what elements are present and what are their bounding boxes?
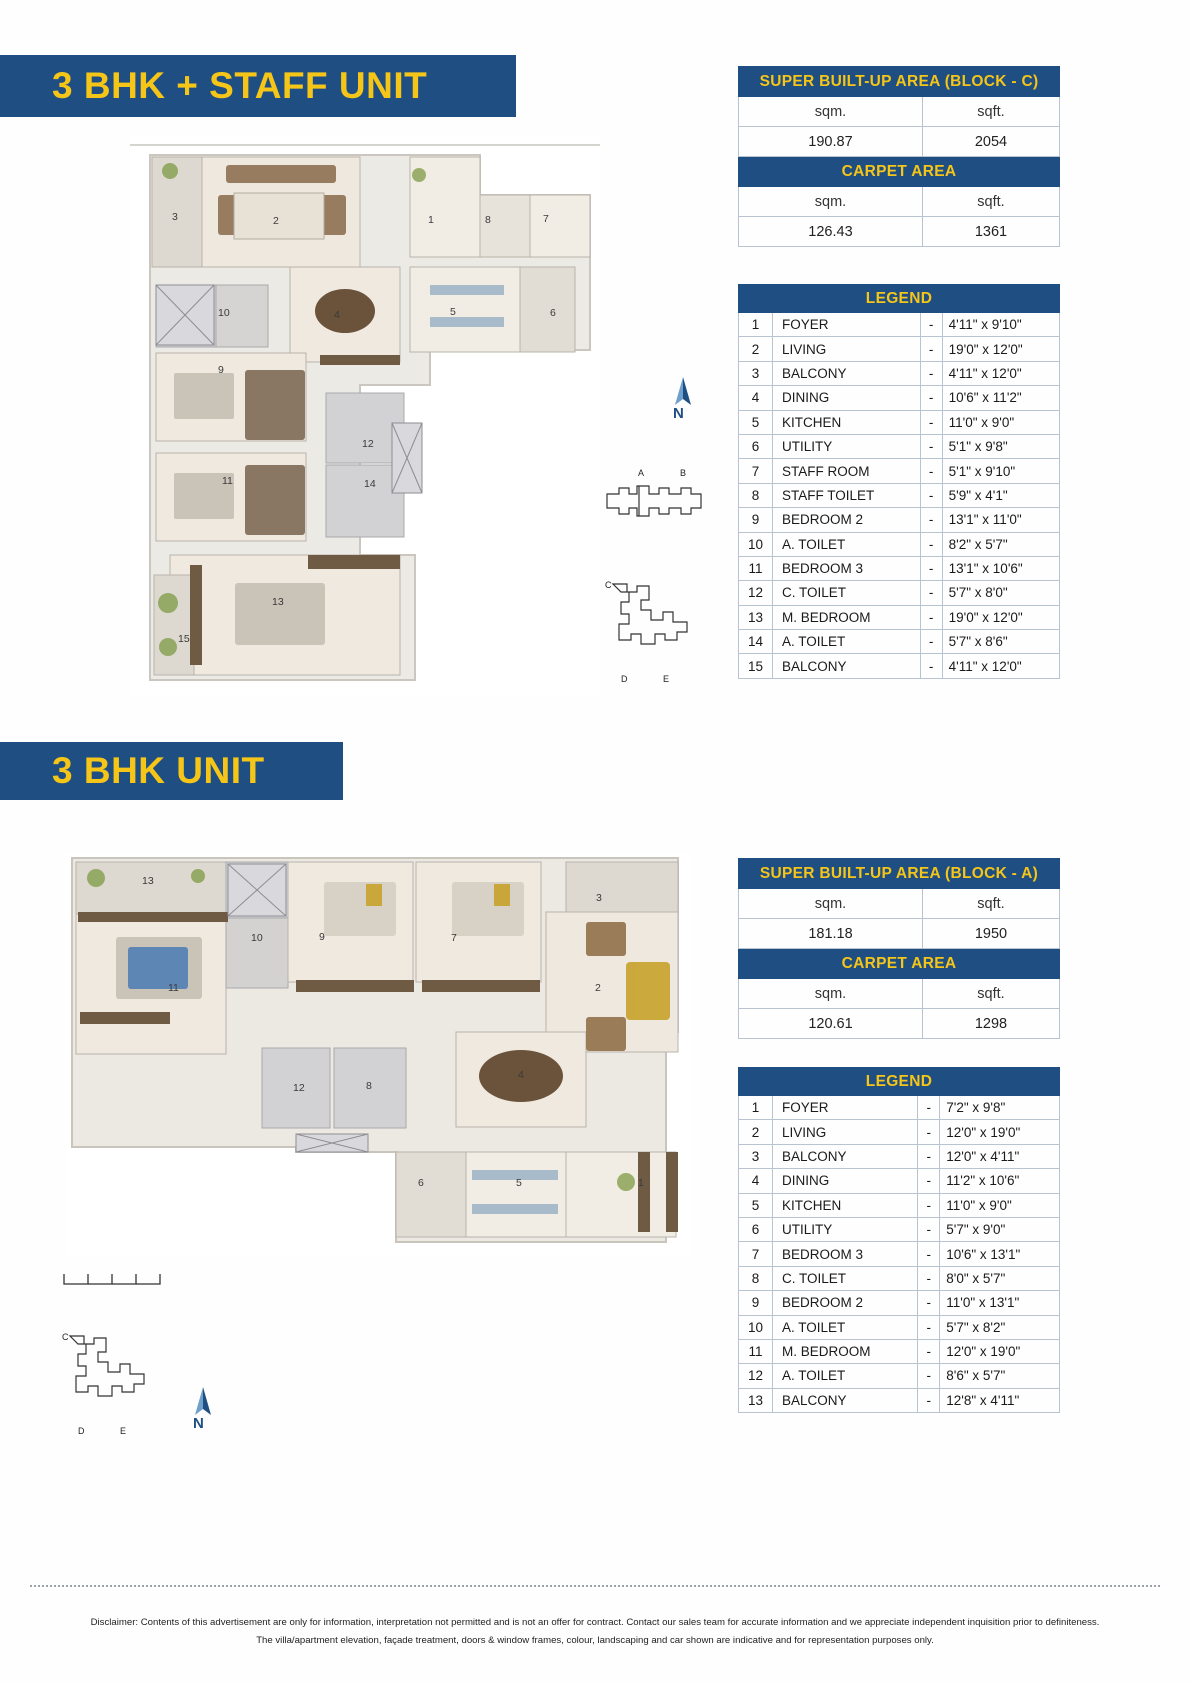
plan-1-marker: 10: [218, 307, 230, 319]
legend-dash: -: [920, 386, 942, 410]
legend-no: 14: [739, 630, 773, 654]
plan-2-marker: 9: [319, 931, 325, 943]
legend-no: 9: [739, 1291, 773, 1315]
super-value-sqm-2: 181.18: [739, 919, 923, 949]
legend-name: BEDROOM 3: [773, 1242, 918, 1266]
legend-no: 9: [739, 508, 773, 532]
legend-header-1: LEGEND: [739, 285, 1060, 313]
super-value-sqft-1: 2054: [922, 127, 1059, 157]
legend-dim: 4'11" x 9'10": [942, 313, 1059, 337]
legend-row: [739, 313, 1060, 337]
super-col-sqm-2: sqm.: [739, 889, 923, 919]
legend-no: 10: [739, 532, 773, 556]
legend-name: BEDROOM 3: [773, 556, 921, 580]
key-plan-label-c-2: C: [62, 1332, 69, 1342]
legend-dim: 12'8" x 4'11": [940, 1388, 1060, 1412]
legend-dash: -: [920, 581, 942, 605]
legend-no: 6: [739, 1217, 773, 1241]
legend-no: 8: [739, 483, 773, 507]
legend-row: [739, 361, 1060, 385]
legend-no: 8: [739, 1266, 773, 1290]
plan-1-marker: 1: [428, 214, 434, 226]
super-builtup-header-2: SUPER BUILT-UP AREA (BLOCK - A): [739, 859, 1060, 889]
plan-2-marker: 11: [168, 982, 179, 994]
super-col-sqft-1: sqft.: [922, 97, 1059, 127]
legend-dash: -: [920, 556, 942, 580]
legend-name: C. TOILET: [773, 1266, 918, 1290]
compass-label-1: N: [673, 405, 684, 422]
legend-dash: -: [920, 361, 942, 385]
legend-row: [739, 1266, 1060, 1290]
legend-no: 3: [739, 1144, 773, 1168]
plan-1-marker: 3: [172, 211, 178, 223]
key-plan-label-b: B: [680, 468, 687, 478]
key-plan-cde-diagram-1: [605, 578, 705, 678]
legend-dim: 19'0" x 12'0": [942, 337, 1059, 361]
key-plan-label-e-2: E: [120, 1426, 127, 1436]
legend-dash: -: [918, 1120, 940, 1144]
legend-dim: 5'7" x 8'6": [942, 630, 1059, 654]
legend-dash: -: [920, 434, 942, 458]
legend-dim: 11'0" x 9'0": [942, 410, 1059, 434]
legend-name: LIVING: [773, 337, 921, 361]
legend-dash: -: [920, 410, 942, 434]
legend-dim: 5'7" x 8'0": [942, 581, 1059, 605]
legend-no: 11: [739, 1339, 773, 1363]
plan-2-marker: 1: [638, 1177, 644, 1189]
legend-dash: -: [920, 630, 942, 654]
legend-name: STAFF ROOM: [773, 459, 921, 483]
legend-name: DINING: [773, 386, 921, 410]
plan-2-marker: 7: [451, 932, 457, 944]
plan-1-marker: 8: [485, 214, 491, 226]
key-plan-label-d-2: D: [78, 1426, 85, 1436]
legend-row: [739, 630, 1060, 654]
legend-dim: 4'11" x 12'0": [942, 654, 1059, 678]
carpet-col-sqm-1: sqm.: [739, 187, 923, 217]
legend-row: [739, 337, 1060, 361]
legend-no: 5: [739, 410, 773, 434]
plan-2-marker: 6: [418, 1177, 424, 1189]
legend-dim: 5'7" x 9'0": [940, 1217, 1060, 1241]
key-plan-label-a: A: [638, 468, 645, 478]
legend-no: 6: [739, 434, 773, 458]
legend-name: BALCONY: [773, 1388, 918, 1412]
legend-name: UTILITY: [773, 1217, 918, 1241]
legend-row: [739, 556, 1060, 580]
plan-1-marker: 4: [334, 309, 340, 321]
legend-no: 2: [739, 337, 773, 361]
legend-dash: -: [920, 654, 942, 678]
legend-row: [739, 459, 1060, 483]
compass-north-1: [665, 375, 705, 430]
plan-1-marker: 5: [450, 306, 456, 318]
legend-dash: -: [918, 1291, 940, 1315]
unit-1-title: 3 BHK + STAFF UNIT: [52, 65, 428, 106]
legend-dash: -: [918, 1266, 940, 1290]
north-arrow-icon-2: [185, 1385, 225, 1433]
legend-row: [739, 1388, 1060, 1412]
legend-no: 1: [739, 1096, 773, 1120]
legend-row: [739, 1144, 1060, 1168]
legend-no: 15: [739, 654, 773, 678]
legend-dash: -: [920, 337, 942, 361]
legend-name: DINING: [773, 1169, 918, 1193]
super-builtup-header-1: SUPER BUILT-UP AREA (BLOCK - C): [739, 67, 1060, 97]
legend-name: A. TOILET: [773, 532, 921, 556]
legend-dim: 7'2" x 9'8": [940, 1096, 1060, 1120]
legend-name: A. TOILET: [773, 630, 921, 654]
plan-2-marker: 4: [518, 1069, 524, 1081]
plan-1-marker: 7: [543, 213, 549, 225]
legend-no: 10: [739, 1315, 773, 1339]
plan-2-marker: 2: [595, 982, 601, 994]
legend-no: 11: [739, 556, 773, 580]
plan-1-marker: 11: [222, 475, 233, 487]
legend-name: KITCHEN: [773, 410, 921, 434]
plan-1-marker: 2: [273, 215, 279, 227]
legend-dash: -: [918, 1364, 940, 1388]
super-value-sqm-1: 190.87: [739, 127, 923, 157]
key-plan-block-ab: [605, 468, 705, 525]
legend-name: STAFF TOILET: [773, 483, 921, 507]
super-col-sqft-2: sqft.: [922, 889, 1059, 919]
legend-dim: 19'0" x 12'0": [942, 605, 1059, 629]
plan-2-marker: 5: [516, 1177, 522, 1189]
key-plan-label-c-1: C: [605, 580, 612, 590]
legend-dash: -: [918, 1217, 940, 1241]
legend-name: FOYER: [773, 1096, 918, 1120]
scale-bar-icon: [62, 1272, 172, 1288]
legend-dim: 13'1" x 11'0": [942, 508, 1059, 532]
legend-dash: -: [918, 1315, 940, 1339]
legend-dash: -: [920, 508, 942, 532]
super-value-sqft-2: 1950: [922, 919, 1059, 949]
carpet-area-header-2: CARPET AREA: [739, 949, 1060, 979]
carpet-area-header-1: CARPET AREA: [739, 157, 1060, 187]
legend-dim: 11'0" x 13'1": [940, 1291, 1060, 1315]
carpet-value-sqm-1: 126.43: [739, 217, 923, 247]
carpet-col-sqft-1: sqft.: [922, 187, 1059, 217]
legend-name: C. TOILET: [773, 581, 921, 605]
legend-header-2: LEGEND: [739, 1068, 1060, 1096]
legend-row: [739, 654, 1060, 678]
legend-row: [739, 1291, 1060, 1315]
legend-dim: 12'0" x 4'11": [940, 1144, 1060, 1168]
legend-row: [739, 1120, 1060, 1144]
legend-name: M. BEDROOM: [773, 1339, 918, 1363]
legend-row: [739, 434, 1060, 458]
key-plan-cde-diagram-2: [62, 1330, 162, 1430]
area-table-unit-1: [738, 66, 1060, 247]
legend-no: 13: [739, 605, 773, 629]
legend-dim: 11'2" x 10'6": [940, 1169, 1060, 1193]
plan-1-marker: 9: [218, 364, 224, 376]
north-arrow-icon: [665, 375, 705, 423]
legend-dash: -: [918, 1388, 940, 1412]
legend-dim: 5'1" x 9'8": [942, 434, 1059, 458]
legend-row: [739, 1217, 1060, 1241]
disclaimer-line-2: The villa/apartment elevation, façade treatment, doors & window frames, colour, landscaping and car shown are indicative and for representation purposes only.: [256, 1635, 934, 1646]
legend-name: KITCHEN: [773, 1193, 918, 1217]
legend-row: [739, 386, 1060, 410]
plan-1-marker: 13: [272, 596, 284, 608]
plan-2-marker: 13: [142, 875, 154, 887]
legend-dim: 5'1" x 9'10": [942, 459, 1059, 483]
plan-2-marker: 3: [596, 892, 602, 904]
plan-1-marker: 12: [362, 438, 374, 450]
legend-row: [739, 1096, 1060, 1120]
legend-name: BEDROOM 2: [773, 1291, 918, 1315]
legend-name: BALCONY: [773, 654, 921, 678]
unit-1-title-banner: [0, 55, 516, 117]
legend-dim: 12'0" x 19'0": [940, 1120, 1060, 1144]
legend-row: [739, 1193, 1060, 1217]
legend-dash: -: [918, 1242, 940, 1266]
plan-2-marker: 8: [366, 1080, 372, 1092]
plan-1-marker: 15: [178, 633, 190, 645]
legend-table-unit-2: [738, 1067, 1060, 1413]
legend-table-unit-1: [738, 284, 1060, 679]
compass-north-2: [185, 1385, 225, 1440]
legend-dash: -: [920, 605, 942, 629]
legend-dash: -: [918, 1096, 940, 1120]
legend-row: [739, 1339, 1060, 1363]
scale-bar: [62, 1272, 172, 1288]
legend-no: 2: [739, 1120, 773, 1144]
legend-row: [739, 410, 1060, 434]
legend-name: LIVING: [773, 1120, 918, 1144]
legend-dim: 5'9" x 4'1": [942, 483, 1059, 507]
legend-dash: -: [918, 1169, 940, 1193]
area-table-unit-2: [738, 858, 1060, 1039]
legend-dim: 13'1" x 10'6": [942, 556, 1059, 580]
legend-dim: 11'0" x 9'0": [940, 1193, 1060, 1217]
super-col-sqm-1: sqm.: [739, 97, 923, 127]
unit-2-title-banner: [0, 742, 343, 800]
legend-dash: -: [920, 459, 942, 483]
floor-plan-2-drawing: [66, 852, 691, 1257]
legend-name: M. BEDROOM: [773, 605, 921, 629]
legend-dim: 12'0" x 19'0": [940, 1339, 1060, 1363]
legend-dash: -: [920, 483, 942, 507]
legend-dash: -: [920, 313, 942, 337]
legend-name: A. TOILET: [773, 1364, 918, 1388]
carpet-value-sqm-2: 120.61: [739, 1009, 923, 1039]
legend-dim: 10'6" x 11'2": [942, 386, 1059, 410]
carpet-value-sqft-1: 1361: [922, 217, 1059, 247]
legend-row: [739, 1315, 1060, 1339]
plan-1-marker: 6: [550, 307, 556, 319]
plan-2-marker: 10: [251, 932, 263, 944]
floor-plan-1-drawing: [130, 135, 600, 695]
legend-dim: 8'6" x 5'7": [940, 1364, 1060, 1388]
legend-dim: 8'0" x 5'7": [940, 1266, 1060, 1290]
legend-no: 7: [739, 1242, 773, 1266]
legend-row: [739, 581, 1060, 605]
carpet-value-sqft-2: 1298: [922, 1009, 1059, 1039]
legend-no: 4: [739, 386, 773, 410]
legend-no: 3: [739, 361, 773, 385]
legend-row: [739, 1169, 1060, 1193]
carpet-col-sqft-2: sqft.: [922, 979, 1059, 1009]
legend-row: [739, 532, 1060, 556]
floor-plan-3bhk: [66, 852, 691, 1257]
legend-dim: 8'2" x 5'7": [942, 532, 1059, 556]
legend-row: [739, 1364, 1060, 1388]
floor-plan-3bhk-staff: [130, 135, 600, 695]
disclaimer-line-1: Disclaimer: Contents of this advertisement are only for information, interpretation not permitted and is not an offer for contract. Contact our sales team for accurate information and we appreciate independent inquisition prior to definiteness.: [90, 1617, 1100, 1628]
legend-no: 13: [739, 1388, 773, 1412]
carpet-col-sqm-2: sqm.: [739, 979, 923, 1009]
legend-no: 5: [739, 1193, 773, 1217]
legend-dim: 5'7" x 8'2": [940, 1315, 1060, 1339]
legend-no: 4: [739, 1169, 773, 1193]
legend-name: FOYER: [773, 313, 921, 337]
legend-row: [739, 1242, 1060, 1266]
unit-2-title: 3 BHK UNIT: [52, 750, 265, 791]
legend-row: [739, 605, 1060, 629]
key-plan-block-cde-1: [605, 578, 705, 684]
plan-1-marker: 14: [364, 478, 376, 490]
key-plan-label-d-1: D: [621, 674, 628, 684]
legend-dim: 4'11" x 12'0": [942, 361, 1059, 385]
legend-no: 7: [739, 459, 773, 483]
legend-dash: -: [918, 1193, 940, 1217]
legend-name: BALCONY: [773, 1144, 918, 1168]
plan-2-marker: 12: [293, 1082, 305, 1094]
legend-no: 1: [739, 313, 773, 337]
legend-name: BALCONY: [773, 361, 921, 385]
legend-dash: -: [920, 532, 942, 556]
legend-dash: -: [918, 1339, 940, 1363]
legend-name: BEDROOM 2: [773, 508, 921, 532]
key-plan-block-cde-2: [62, 1330, 162, 1436]
legend-name: UTILITY: [773, 434, 921, 458]
legend-row: [739, 483, 1060, 507]
legend-dash: -: [918, 1144, 940, 1168]
key-plan-label-e-1: E: [663, 674, 670, 684]
compass-label-2: N: [193, 1415, 204, 1432]
legend-no: 12: [739, 581, 773, 605]
key-plan-ab-diagram: [605, 480, 705, 522]
legend-row: [739, 508, 1060, 532]
legend-name: A. TOILET: [773, 1315, 918, 1339]
legend-dim: 10'6" x 13'1": [940, 1242, 1060, 1266]
divider: [30, 1585, 1160, 1587]
legend-no: 12: [739, 1364, 773, 1388]
